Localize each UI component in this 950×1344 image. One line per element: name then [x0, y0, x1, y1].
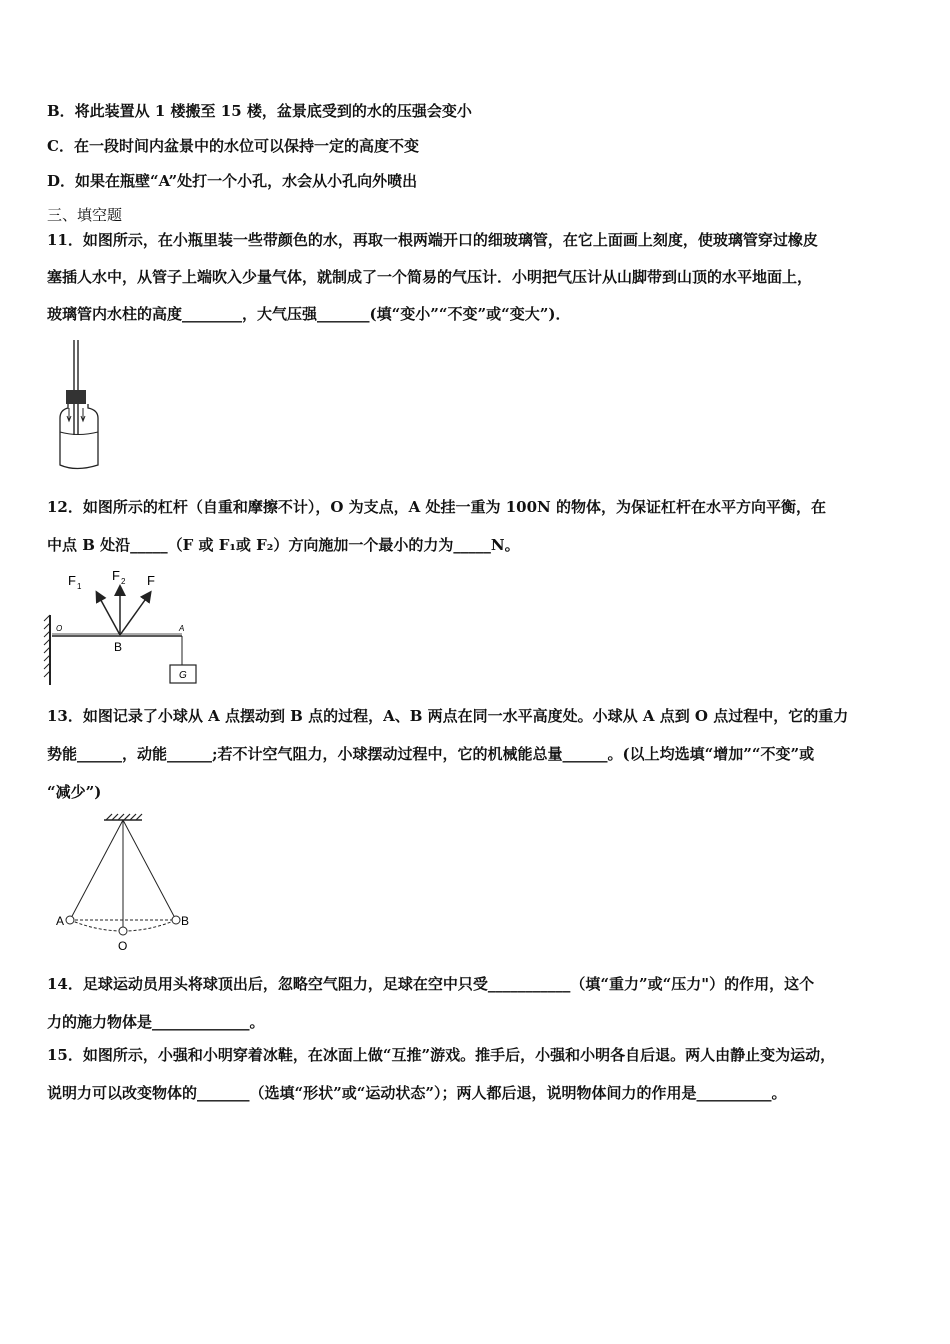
question-12-line-2: 中点 B 处沿_____（F 或 F₁或 F₂）方向施加一个最小的力为_____N。: [47, 536, 520, 554]
section-title: 三、填空题: [47, 206, 123, 224]
lever-label-f2-sub: 2: [121, 577, 126, 586]
question-11-line-2: 塞插人水中，从管子上端吹入少量气体，就制成了一个简易的气压计．小明把气压计从山脚带到山顶的水平地面上，: [47, 268, 813, 286]
lever-label-g: G: [179, 670, 187, 681]
question-11-line-3: 玻璃管内水柱的高度________，大气压强_______(填“变小”“不变”或“变大”)．: [47, 305, 571, 323]
option-c: C．在一段时间内盆景中的水位可以保持一定的高度不变: [47, 137, 419, 155]
pendulum-figure: [52, 812, 202, 957]
option-b: B．将此装置从 1 楼搬至 15 楼，盆景底受到的水的压强会变小: [47, 102, 472, 120]
question-13-line-1: 13．如图记录了小球从 A 点摆动到 B 点的过程，A、B 两点在同一水平高度处。小球从 A 点到 O 点过程中，它的重力: [47, 707, 849, 725]
question-15-line-2: 说明力可以改变物体的_______（选填“形状”或“运动状态”）；两人都后退，说明物体间力的作用是__________。: [47, 1084, 787, 1102]
question-15-line-1: 15．如图所示，小强和小明穿着冰鞋，在冰面上做“互推”游戏。推手后，小强和小明各自后退。两人由静止变为运动，: [47, 1046, 836, 1064]
barometer-figure: [50, 340, 110, 472]
lever-label-f1-sub: 1: [77, 582, 82, 591]
pendulum-label-b: B: [181, 914, 190, 928]
lever-label-o: O: [56, 624, 63, 633]
pendulum-label-o: O: [118, 939, 128, 953]
question-14-line-2: 力的施力物体是_____________。: [47, 1013, 265, 1031]
pendulum-label-a: A: [56, 914, 65, 928]
lever-figure: [42, 565, 212, 690]
lever-label-a: A: [179, 624, 185, 633]
question-11-line-1: 11．如图所示，在小瓶里装一些带颜色的水，再取一根两端开口的细玻璃管，在它上面画上刻度，使玻璃管穿过橡皮: [47, 231, 818, 249]
option-d: D．如果在瓶壁“A”处打一个小孔，水会从小孔向外喷出: [47, 172, 418, 190]
lever-label-b: B: [114, 640, 123, 654]
lever-label-f2: F: [112, 568, 120, 583]
question-14-line-1: 14．足球运动员用头将球顶出后，忽略空气阻力，足球在空中只受___________（填“重力”或“压力"）的作用，这个: [47, 975, 815, 993]
lever-label-f1: F: [68, 573, 76, 588]
question-13-line-2: 势能______，动能______;若不计空气阻力，小球摆动过程中，它的机械能总量______。(以上均选填“增加”“不变”或: [47, 745, 815, 763]
lever-label-f: F: [147, 573, 155, 588]
question-12-line-1: 12．如图所示的杠杆（自重和摩擦不计），O 为支点，A 处挂一重为 100N 的物体，为保证杠杆在水平方向平衡，在: [47, 498, 826, 516]
question-13-line-3: “减少”): [47, 783, 102, 801]
